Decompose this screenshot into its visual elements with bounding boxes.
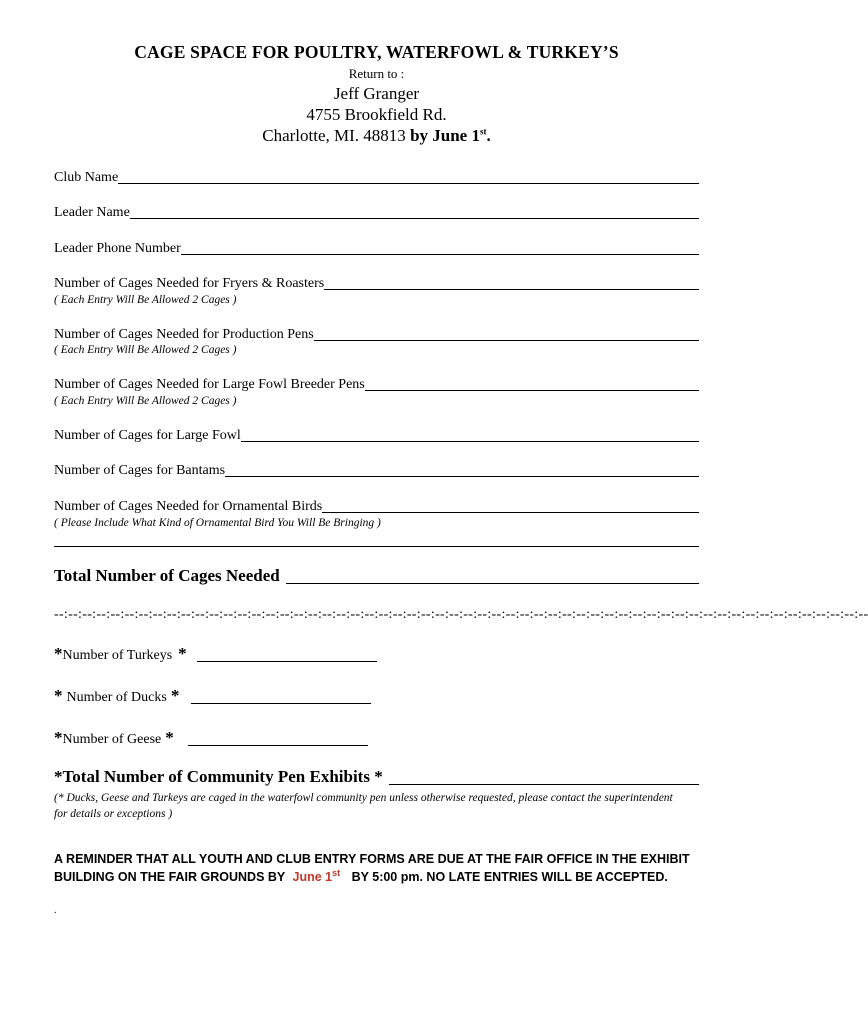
production-input-line[interactable] [314, 340, 699, 341]
fryers-label: Number of Cages Needed for Fryers & Roasters [54, 276, 325, 291]
return-name: Jeff Granger [333, 84, 420, 103]
required-star: * [54, 728, 63, 747]
breeder-field[interactable] [54, 377, 699, 393]
form-title: CAGE SPACE FOR POULTRY, WATERFOWL & TURKEY’S [134, 42, 619, 62]
required-star: * [165, 728, 174, 747]
leader-name-field[interactable] [54, 205, 699, 221]
ornamental-input-line[interactable] [322, 512, 699, 513]
turkeys-label: Number of Turkeys [62, 648, 173, 663]
breeder-note: ( Each Entry Will Be Allowed 2 Cages ) [54, 395, 237, 407]
production-field[interactable] [54, 327, 699, 343]
ornamental-kind-input-line[interactable] [54, 546, 699, 547]
large-fowl-input-line[interactable] [241, 441, 699, 442]
leader-phone-input-line[interactable] [181, 254, 699, 255]
total-cages-label: Total Number of Cages Needed [54, 566, 280, 585]
ducks-input-line[interactable] [191, 703, 371, 704]
total-cages-field[interactable] [54, 566, 699, 586]
leader-phone-label: Leader Phone Number [54, 241, 181, 256]
ornamental-label: Number of Cages Needed for Ornamental Birds [54, 499, 323, 514]
breeder-label: Number of Cages Needed for Large Fowl Breeder Pens [54, 377, 365, 392]
required-star: * [54, 644, 63, 663]
bantams-label: Number of Cages for Bantams [54, 463, 226, 478]
return-street: 4755 Brookfield Rd. [306, 105, 447, 124]
bantams-field[interactable] [54, 463, 699, 479]
reminder-date: June 1st [292, 867, 341, 884]
large-fowl-field[interactable] [54, 428, 699, 444]
community-note: (* Ducks, Geese and Turkeys are caged in the waterfowl community pen unless otherwise requested, please contact the superintendent for details or exceptions ) [54, 792, 673, 820]
return-city-deadline [54, 126, 699, 146]
reminder-notice [54, 850, 714, 886]
return-to-label: Return to : [348, 66, 405, 81]
required-star: * [170, 686, 180, 705]
geese-input-line[interactable] [188, 745, 368, 746]
community-total-label: *Total Number of Community Pen Exhibits * [54, 767, 383, 786]
large-fowl-label: Number of Cages for Large Fowl [54, 428, 241, 443]
ducks-field[interactable] [54, 686, 371, 706]
reminder-text: A REMINDER THAT ALL YOUTH AND CLUB ENTRY FORMS ARE DUE AT THE FAIR OFFICE IN THE EXHIBIT BUILDING ON THE FAIR GROUNDS BY [54, 852, 690, 884]
fryers-note: ( Each Entry Will Be Allowed 2 Cages ) [54, 294, 237, 306]
bantams-input-line[interactable] [225, 476, 699, 477]
fryers-field[interactable] [54, 276, 699, 292]
reminder-text-end: BY 5:00 pm. NO LATE ENTRIES WILL BE ACCEPTED. [351, 870, 668, 884]
club-name-field[interactable] [54, 170, 699, 186]
leader-name-label: Leader Name [54, 205, 130, 220]
production-note: ( Each Entry Will Be Allowed 2 Cages ) [54, 344, 237, 356]
trailing-dot: . [54, 905, 57, 916]
geese-field[interactable] [54, 728, 368, 748]
fryers-input-line[interactable] [324, 289, 699, 290]
return-city: Charlotte, MI. 48813 [262, 126, 406, 145]
ornamental-note: ( Please Include What Kind of Ornamental Bird You Will Be Bringing ) [54, 517, 381, 529]
production-label: Number of Cages Needed for Production Pens [54, 327, 314, 342]
total-cages-input-line[interactable] [286, 583, 699, 584]
club-name-label: Club Name [54, 170, 119, 185]
geese-label: Number of Geese [62, 732, 162, 747]
deadline: by June 1st. [410, 126, 491, 145]
leader-name-input-line[interactable] [130, 218, 699, 219]
leader-phone-field[interactable] [54, 241, 699, 257]
ducks-label: Number of Ducks [66, 690, 167, 705]
turkeys-input-line[interactable] [197, 661, 377, 662]
community-total-field[interactable] [54, 767, 699, 787]
club-name-input-line[interactable] [118, 183, 699, 184]
ornamental-field[interactable] [54, 499, 699, 515]
breeder-input-line[interactable] [365, 390, 699, 391]
community-total-input-line[interactable] [389, 784, 699, 785]
section-separator: --:--:--:--:--:--:--:--:--:--:--:--:--:--:--:--:--:--:--:--:--:--:--:--:--:--:--:--:--:--:--:--:--:--:--:--:--:--:--:--:--:--:--:--:--:--:--:--:--:--:--:--:--:--:--:--:--:-- [54, 607, 868, 622]
required-star: * [54, 686, 63, 705]
turkeys-field[interactable] [54, 644, 377, 664]
required-star: * [178, 644, 187, 663]
